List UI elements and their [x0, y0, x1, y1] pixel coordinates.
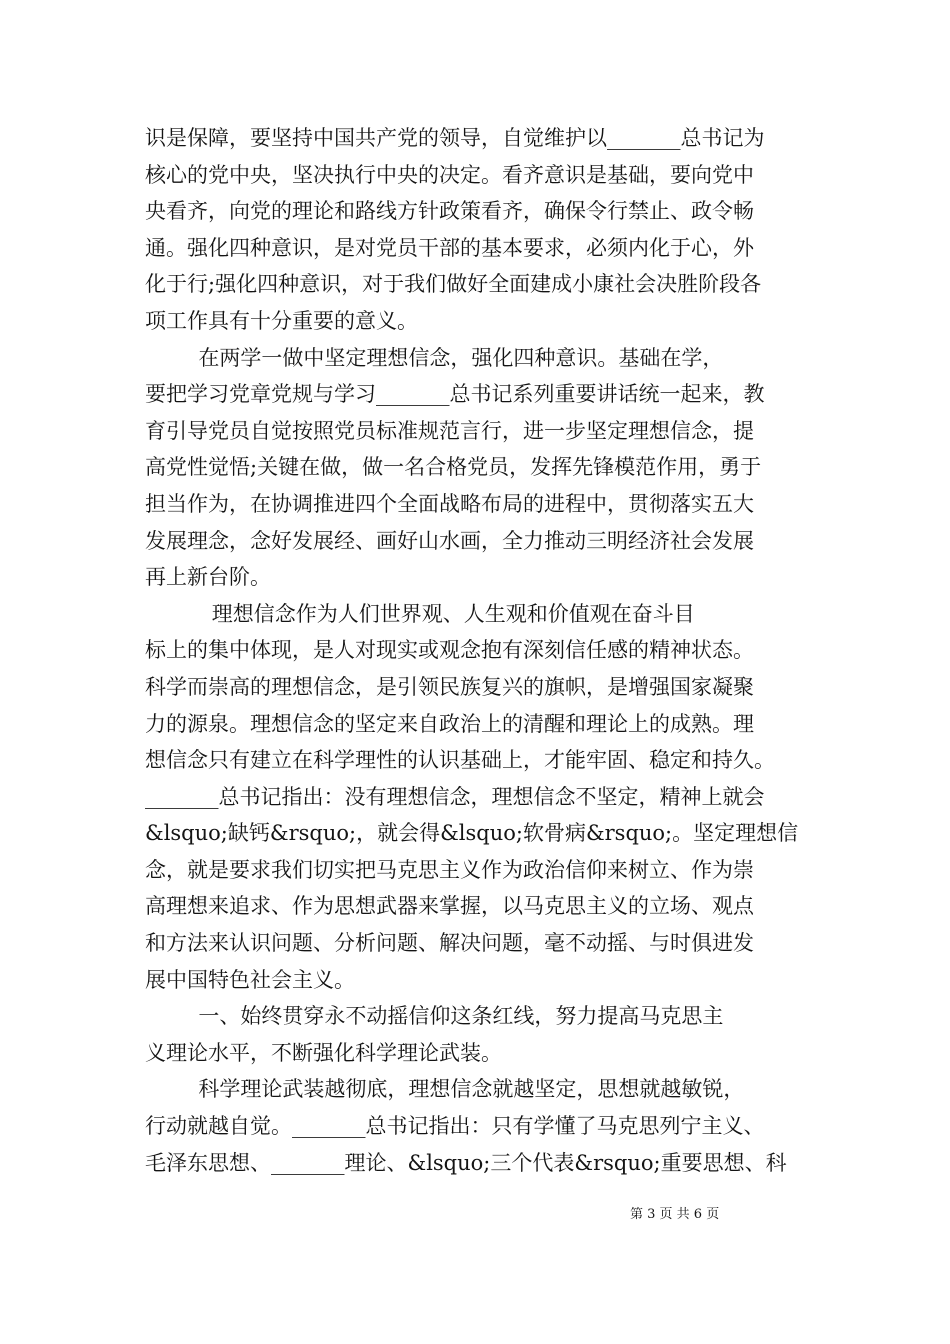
text-line: 央看齐，向党的理论和路线方针政策看齐，确保令行禁止、政令畅 [145, 199, 754, 224]
text-line: 毛泽东思想、_______理论、&lsquo;三个代表&rsquo;重要思想、科 [145, 1150, 787, 1175]
text-line: 念，就是要求我们切实把马克思主义作为政治信仰来树立、作为崇 [145, 857, 754, 882]
text-line: 识是保障，要坚持中国共产党的领导，自觉维护以_______总书记为 [145, 126, 765, 150]
text-line: 高党性觉悟;关键在做，做一名合格党员，发挥先锋模范作用，勇于 [145, 455, 762, 480]
text-line: 标上的集中体现，是人对现实或观念抱有深刻信任感的精神状态。 [145, 638, 754, 663]
text-line: 担当作为，在协调推进四个全面战略布局的进程中，贯彻落实五大 [145, 491, 754, 516]
text-line: 通。强化四种意识，是对党员干部的基本要求，必须内化于心，外 [145, 235, 754, 260]
text-line: &lsquo;缺钙&rsquo;，就会得&lsquo;软骨病&rsquo;。坚定理想信 [145, 821, 799, 846]
text-line: 核心的党中央，坚决执行中央的决定。看齐意识是基础，要向党中 [145, 162, 754, 187]
text-line: 化于行;强化四种意识，对于我们做好全面建成小康社会决胜阶段各 [145, 272, 762, 297]
page-number-footer: 第 3 页 共 6 页 [630, 1207, 720, 1222]
text-line: 发展理念，念好发展经、画好山水画，全力推动三明经济社会发展 [145, 528, 754, 553]
text-line: 在两学一做中坚定理想信念，强化四种意识。基础在学， [145, 345, 724, 370]
text-line: 科学而崇高的理想信念，是引领民族复兴的旗帜，是增强国家凝聚 [145, 674, 754, 699]
text-line: 一、始终贯穿永不动摇信仰这条红线，努力提高马克思主 [145, 1004, 724, 1029]
text-line: 和方法来认识问题、分析问题、解决问题，毫不动摇、与时俱进发 [145, 931, 754, 956]
text-line: 展中国特色社会主义。 [145, 967, 355, 992]
text-line: 育引导党员自觉按照党员标准规范言行，进一步坚定理想信念，提 [145, 418, 754, 443]
text-line: 再上新台阶。 [145, 565, 271, 590]
text-line: 想信念只有建立在科学理性的认识基础上，才能牢固、稳定和持久。 [145, 748, 775, 773]
text-line: 理想信念作为人们世界观、人生观和价值观在奋斗目 [145, 601, 695, 626]
document-body [145, 120, 825, 1181]
text-line: 行动就越自觉。_______总书记指出：只有学懂了马克思列宁主义、 [145, 1114, 765, 1139]
text-line: 项工作具有十分重要的意义。 [145, 308, 418, 333]
text-line: 义理论水平，不断强化科学理论武装。 [145, 1040, 502, 1065]
text-line: 高理想来追求、作为思想武器来掌握，以马克思主义的立场、观点 [145, 894, 754, 919]
text-line: _______总书记指出：没有理想信念，理想信念不坚定，精神上就会 [145, 784, 765, 809]
text-line: 力的源泉。理想信念的坚定来自政治上的清醒和理论上的成熟。理 [145, 711, 754, 736]
text-line: 科学理论武装越彻底，理想信念就越坚定，思想就越敏锐， [145, 1077, 745, 1102]
text-line: 要把学习党章党规与学习_______总书记系列重要讲话统一起来，教 [145, 382, 765, 407]
